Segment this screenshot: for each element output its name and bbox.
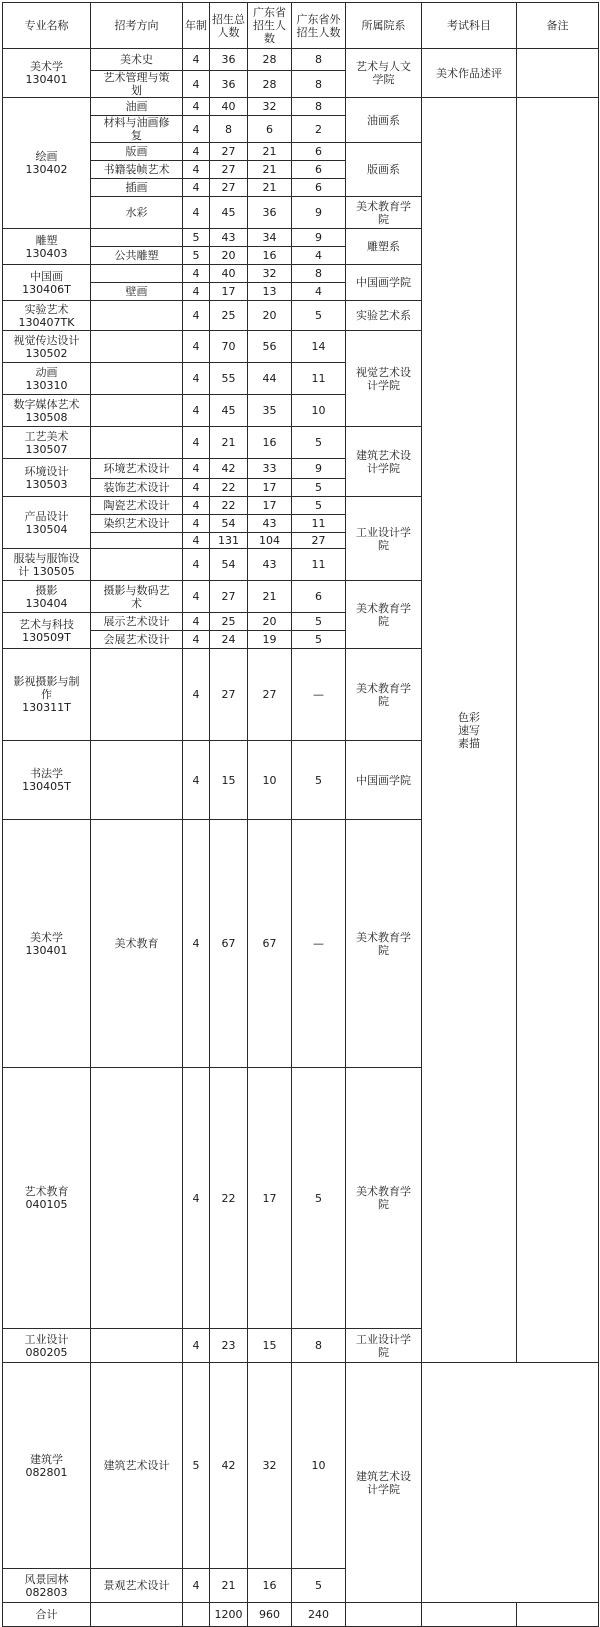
- table-cell: 4: [183, 479, 210, 497]
- table-cell: 服装与服饰设 计 130505: [3, 549, 91, 581]
- table-cell: 45: [210, 197, 248, 229]
- table-cell: 22: [210, 1068, 248, 1329]
- table-cell: 17: [248, 479, 292, 497]
- table-cell: [91, 533, 183, 549]
- table-cell: 染织艺术设计: [91, 515, 183, 533]
- table-cell: [91, 1068, 183, 1329]
- header-years: 年制: [183, 3, 210, 49]
- table-cell: 8: [292, 1329, 346, 1363]
- table-cell: 6: [292, 143, 346, 161]
- table-cell: 4: [183, 1569, 210, 1603]
- table-cell: 建筑艺术设 计学院: [346, 1363, 422, 1603]
- table-cell: 131: [210, 533, 248, 549]
- table-cell: 环境设计 130503: [3, 459, 91, 497]
- table-cell: 25: [210, 301, 248, 331]
- table-cell: 油画: [91, 98, 183, 116]
- table-cell: 动画 130310: [3, 363, 91, 395]
- table-cell: 4: [292, 247, 346, 265]
- table-cell: 色彩 速写 素描: [422, 98, 517, 1363]
- table-row: [3, 1603, 599, 1627]
- table-cell: [91, 549, 183, 581]
- table-cell: 实验艺术 130407TK: [3, 301, 91, 331]
- header-exam-subjects: 考试科目: [422, 3, 517, 49]
- table-cell: 54: [210, 515, 248, 533]
- table-cell: 实验艺术系: [346, 301, 422, 331]
- table-cell: [91, 229, 183, 247]
- table-cell: 10: [248, 741, 292, 820]
- table-cell: 21: [248, 143, 292, 161]
- table-cell: 4: [183, 283, 210, 301]
- header-outside-guangdong-enrollment: 广东省外招生人数: [292, 3, 346, 49]
- table-cell: 中国画学院: [346, 265, 422, 301]
- table-cell: 4: [183, 49, 210, 71]
- table-cell: 21: [248, 179, 292, 197]
- table-cell: 摄影与数码艺 术: [91, 581, 183, 613]
- table-cell: 绘画 130402: [3, 98, 91, 229]
- table-cell: 美术作品述评: [422, 49, 517, 98]
- table-cell: 视觉艺术设 计学院: [346, 331, 422, 427]
- table-row: [3, 49, 599, 71]
- table-cell: 4: [183, 581, 210, 613]
- table-cell: 工业设计学 院: [346, 497, 422, 581]
- table-cell: 16: [248, 247, 292, 265]
- table-cell: 16: [248, 1569, 292, 1603]
- table-cell: 8: [292, 98, 346, 116]
- table-cell: 27: [248, 649, 292, 741]
- table-cell: 建筑艺术设计: [91, 1363, 183, 1569]
- table-cell: 美术教育学 院: [346, 820, 422, 1068]
- table-cell: 20: [210, 247, 248, 265]
- table-cell: 5: [292, 631, 346, 649]
- table-cell: 产品设计 130504: [3, 497, 91, 549]
- table-cell: 24: [210, 631, 248, 649]
- table-cell: 工艺美术 130507: [3, 427, 91, 459]
- table-cell: 4: [183, 613, 210, 631]
- table-cell: 10: [292, 395, 346, 427]
- table-cell: [91, 331, 183, 363]
- table-cell: 54: [210, 549, 248, 581]
- header-direction: 招考方向: [91, 3, 183, 49]
- table-cell: 67: [248, 820, 292, 1068]
- table-cell: 42: [210, 1363, 248, 1569]
- table-cell: 21: [210, 427, 248, 459]
- table-cell: 4: [183, 331, 210, 363]
- table-cell: 8: [210, 116, 248, 143]
- table-cell: 4: [183, 497, 210, 515]
- table-cell: [517, 49, 599, 98]
- table-cell: 5: [183, 1363, 210, 1569]
- table-cell: [91, 265, 183, 283]
- table-cell: 建筑学 082801: [3, 1363, 91, 1569]
- table-cell: 6: [248, 116, 292, 143]
- table-cell: 4: [183, 116, 210, 143]
- table-cell: 数字媒体艺术 130508: [3, 395, 91, 427]
- admission-plan-table: [2, 2, 599, 1627]
- table-cell: 视觉传达设计 130502: [3, 331, 91, 363]
- table-cell: 17: [248, 1068, 292, 1329]
- table-cell: 4: [183, 820, 210, 1068]
- table-cell: 15: [210, 741, 248, 820]
- table-cell: [183, 1603, 210, 1627]
- table-cell: 5: [292, 1569, 346, 1603]
- table-cell: 书法学 130405T: [3, 741, 91, 820]
- table-cell: 4: [183, 515, 210, 533]
- table-cell: 27: [210, 649, 248, 741]
- table-cell: 会展艺术设计: [91, 631, 183, 649]
- table-cell: 4: [183, 741, 210, 820]
- table-cell: 书籍装帧艺术: [91, 161, 183, 179]
- table-cell: 36: [248, 197, 292, 229]
- table-cell: 240: [292, 1603, 346, 1627]
- table-cell: 42: [210, 459, 248, 479]
- table-cell: 5: [292, 497, 346, 515]
- table-cell: 美术教育: [91, 820, 183, 1068]
- table-cell: 4: [292, 283, 346, 301]
- table-cell: 44: [248, 363, 292, 395]
- table-cell: 4: [183, 549, 210, 581]
- table-cell: 20: [248, 613, 292, 631]
- table-cell: 建筑艺术设 计学院: [346, 427, 422, 497]
- table-cell: 美术学 130401: [3, 49, 91, 98]
- table-cell: 70: [210, 331, 248, 363]
- table-cell: 67: [210, 820, 248, 1068]
- header-guangdong-enrollment: 广东省招生人数: [248, 3, 292, 49]
- table-cell: 11: [292, 363, 346, 395]
- table-cell: 15: [248, 1329, 292, 1363]
- table-cell: 中国画学院: [346, 741, 422, 820]
- table-cell: 19: [248, 631, 292, 649]
- table-cell: 5: [292, 613, 346, 631]
- table-cell: 美术教育学 院: [346, 581, 422, 649]
- table-cell: 43: [248, 515, 292, 533]
- table-cell: [346, 1603, 422, 1627]
- table-cell: 艺术与科技 130509T: [3, 613, 91, 649]
- table-cell: 32: [248, 265, 292, 283]
- table-cell: [91, 649, 183, 741]
- table-row: [3, 1569, 599, 1603]
- table-cell: 21: [248, 581, 292, 613]
- table-cell: 14: [292, 331, 346, 363]
- table-cell: 13: [248, 283, 292, 301]
- table-cell: 55: [210, 363, 248, 395]
- table-cell: 工业设计 080205: [3, 1329, 91, 1363]
- table-cell: 水彩: [91, 197, 183, 229]
- table-cell: 4: [183, 1068, 210, 1329]
- table-cell: 插画: [91, 179, 183, 197]
- table-cell: 4: [183, 301, 210, 331]
- table-cell: 影视摄影与制 作 130311T: [3, 649, 91, 741]
- table-cell: 56: [248, 331, 292, 363]
- table-cell: 22: [210, 479, 248, 497]
- table-cell: 17: [248, 497, 292, 515]
- table-cell: 4: [183, 98, 210, 116]
- table-cell: [517, 1603, 599, 1627]
- table-cell: 中国画 130406T: [3, 265, 91, 301]
- table-cell: 4: [183, 459, 210, 479]
- table-cell: 35: [248, 395, 292, 427]
- table-cell: 公共雕塑: [91, 247, 183, 265]
- header-remarks: 备注: [517, 3, 599, 49]
- table-cell: 艺术管理与策 划: [91, 71, 183, 98]
- table-cell: 装饰艺术设计: [91, 479, 183, 497]
- table-cell: 27: [210, 161, 248, 179]
- table-cell: 展示艺术设计: [91, 613, 183, 631]
- table-cell: [91, 1329, 183, 1363]
- table-cell: 4: [183, 197, 210, 229]
- table-cell: 艺术与人文 学院: [346, 49, 422, 98]
- table-cell: 版画: [91, 143, 183, 161]
- table-cell: 9: [292, 229, 346, 247]
- table-cell: 16: [248, 427, 292, 459]
- table-cell: 5: [183, 229, 210, 247]
- table-cell: 36: [210, 49, 248, 71]
- table-cell: 环境艺术设计: [91, 459, 183, 479]
- table-cell: 11: [292, 515, 346, 533]
- table-cell: 36: [210, 71, 248, 98]
- table-cell: 1200: [210, 1603, 248, 1627]
- table-cell: [422, 1603, 517, 1627]
- table-cell: 40: [210, 98, 248, 116]
- table-cell: 9: [292, 197, 346, 229]
- header-total-enrollment: 招生总人数: [210, 3, 248, 49]
- table-cell: 33: [248, 459, 292, 479]
- table-cell: 4: [183, 179, 210, 197]
- table-cell: 油画系: [346, 98, 422, 143]
- table-cell: 960: [248, 1603, 292, 1627]
- table-cell: 5: [292, 1068, 346, 1329]
- table-cell: 6: [292, 581, 346, 613]
- table-row: [3, 98, 599, 116]
- table-cell: 32: [248, 98, 292, 116]
- table-cell: 4: [183, 363, 210, 395]
- table-cell: 20: [248, 301, 292, 331]
- table-cell: 美术教育学 院: [346, 1068, 422, 1329]
- table-cell: 104: [248, 533, 292, 549]
- table-cell: 5: [183, 247, 210, 265]
- table-cell: 25: [210, 613, 248, 631]
- table-cell: 43: [210, 229, 248, 247]
- table-cell: 28: [248, 49, 292, 71]
- table-cell: 5: [292, 741, 346, 820]
- table-cell: —: [292, 820, 346, 1068]
- table-cell: 45: [210, 395, 248, 427]
- table-cell: 27: [210, 179, 248, 197]
- table-cell: 风景园林 082803: [3, 1569, 91, 1603]
- table-cell: 21: [210, 1569, 248, 1603]
- header-department: 所属院系: [346, 3, 422, 49]
- table-row: [3, 1363, 599, 1569]
- table-cell: 雕塑 130403: [3, 229, 91, 265]
- table-cell: 8: [292, 49, 346, 71]
- table-cell: 27: [210, 581, 248, 613]
- table-cell: 4: [183, 265, 210, 283]
- table-cell: [91, 363, 183, 395]
- table-cell: 5: [292, 427, 346, 459]
- table-cell: 4: [183, 1329, 210, 1363]
- table-cell: 34: [248, 229, 292, 247]
- table-cell: 9: [292, 459, 346, 479]
- table-cell: 摄影 130404: [3, 581, 91, 613]
- table-cell: 28: [248, 71, 292, 98]
- table-cell: [91, 741, 183, 820]
- table-cell: [91, 395, 183, 427]
- table-cell: 雕塑系: [346, 229, 422, 265]
- table-cell: 23: [210, 1329, 248, 1363]
- table-cell: 美术学 130401: [3, 820, 91, 1068]
- table-cell: [91, 427, 183, 459]
- header-row: [3, 3, 599, 49]
- table-cell: 4: [183, 631, 210, 649]
- table-cell: [91, 301, 183, 331]
- table-cell: 5: [292, 301, 346, 331]
- table-cell: 8: [292, 71, 346, 98]
- table-cell: 美术史: [91, 49, 183, 71]
- table-cell: 陶瓷艺术设计: [91, 497, 183, 515]
- table-cell: 材料与油画修 复: [91, 116, 183, 143]
- table-cell: 4: [183, 395, 210, 427]
- table-cell: 27: [210, 143, 248, 161]
- table-cell: 工业设计学 院: [346, 1329, 422, 1363]
- table-cell: 4: [183, 143, 210, 161]
- table-cell: 8: [292, 265, 346, 283]
- table-cell: 4: [183, 71, 210, 98]
- table-cell: 6: [292, 179, 346, 197]
- table-cell: 17: [210, 283, 248, 301]
- table-cell: 壁画: [91, 283, 183, 301]
- table-cell: 21: [248, 161, 292, 179]
- table-cell: 美术教育学 院: [346, 649, 422, 741]
- table-cell: 美术教育学 院: [346, 197, 422, 229]
- table-cell: [91, 1603, 183, 1627]
- table-cell: 10: [292, 1363, 346, 1569]
- table-cell: 合计: [3, 1603, 91, 1627]
- table-cell: 11: [292, 549, 346, 581]
- table-cell: 4: [183, 533, 210, 549]
- table-cell: [517, 98, 599, 1363]
- table-cell: 27: [292, 533, 346, 549]
- table-cell: 版画系: [346, 143, 422, 197]
- table-cell: 2: [292, 116, 346, 143]
- table-cell: 景观艺术设计: [91, 1569, 183, 1603]
- table-cell: 22: [210, 497, 248, 515]
- table-cell: 40: [210, 265, 248, 283]
- table-cell: 32: [248, 1363, 292, 1569]
- table-cell: 6: [292, 161, 346, 179]
- table-cell: 4: [183, 161, 210, 179]
- table-cell: 艺术教育 040105: [3, 1068, 91, 1329]
- table-cell: 43: [248, 549, 292, 581]
- table-cell: —: [292, 649, 346, 741]
- table-cell: 4: [183, 427, 210, 459]
- table-cell: 5: [292, 479, 346, 497]
- table-cell: 4: [183, 649, 210, 741]
- header-major-name: 专业名称: [3, 3, 91, 49]
